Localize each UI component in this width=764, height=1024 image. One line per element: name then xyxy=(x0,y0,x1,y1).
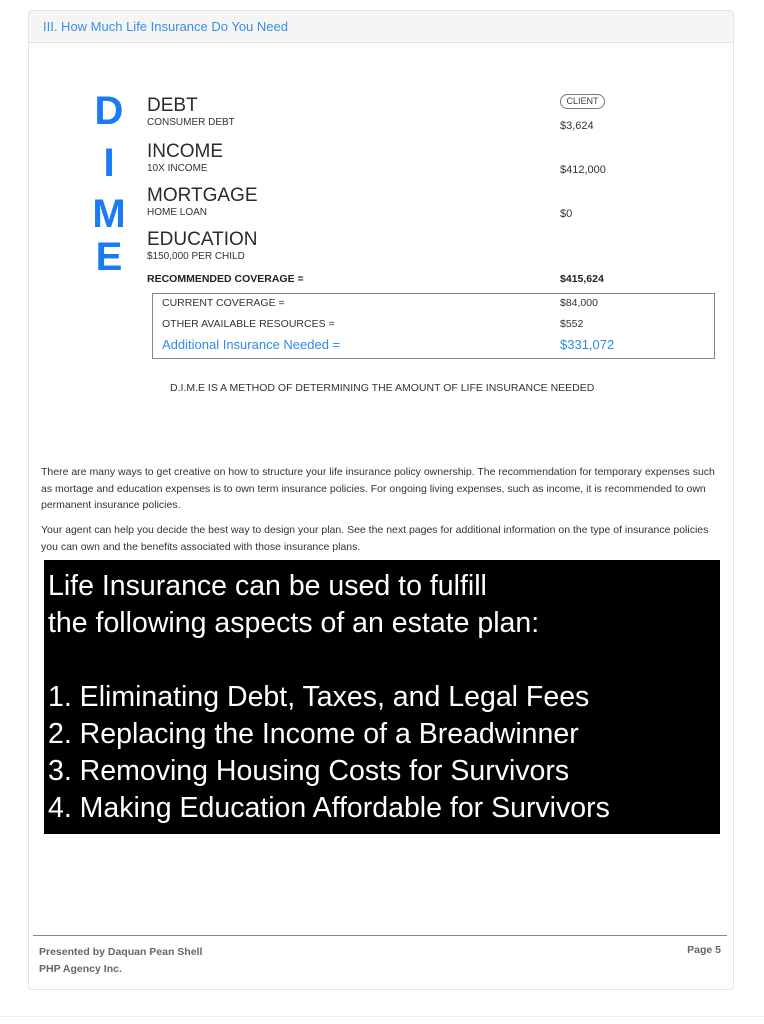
recommended-coverage-label: RECOMMENDED COVERAGE = xyxy=(147,273,304,285)
page-footer xyxy=(33,935,727,975)
ownership-paragraph: There are many ways to get creative on how to structure your life insurance policy ownership. The recommendation for temporary expenses such as mortage and education expenses is to own term insurance policies. For ongoing living expenses, such as income, it is recommended to own permanent insurance policies. xyxy=(41,466,715,511)
estate-plan-box xyxy=(44,560,720,834)
dime-caption: D.I.M.E IS A METHOD OF DETERMINING THE AMOUNT OF LIFE INSURANCE NEEDED xyxy=(170,382,595,394)
estate-item: 1. Eliminating Debt, Taxes, and Legal Fees xyxy=(48,681,590,713)
dime-letter-e: E xyxy=(95,235,123,279)
category-title: MORTGAGE xyxy=(147,185,258,206)
recommended-coverage-value: $415,624 xyxy=(560,273,604,285)
category-subtitle: CONSUMER DEBT xyxy=(147,117,235,128)
coverage-box xyxy=(152,293,715,359)
presented-by: Presented by Daquan Pean Shell xyxy=(39,946,203,958)
category-subtitle: $150,000 PER CHILD xyxy=(147,251,245,262)
page-number: Page 5 xyxy=(687,944,721,956)
dime-letter-m: M xyxy=(92,192,126,236)
other-resources-value: $552 xyxy=(560,318,584,330)
section-header xyxy=(29,11,733,43)
section-title: III. How Much Life Insurance Do You Need xyxy=(43,19,288,34)
category-subtitle: 10X INCOME xyxy=(147,163,208,174)
current-coverage-label: CURRENT COVERAGE = xyxy=(162,297,285,309)
category-title: INCOME xyxy=(147,141,223,162)
category-education xyxy=(147,230,257,262)
client-column-badge: CLIENT xyxy=(560,94,605,109)
category-title: DEBT xyxy=(147,95,198,116)
category-income xyxy=(147,142,223,174)
debt-value: $3,624 xyxy=(560,120,594,132)
additional-insurance-value: $331,072 xyxy=(560,337,615,352)
current-coverage-value: $84,000 xyxy=(560,297,598,309)
category-debt xyxy=(147,96,235,128)
other-resources-label: OTHER AVAILABLE RESOURCES = xyxy=(162,318,335,330)
dime-letter-d: D xyxy=(94,89,124,133)
agency-name: PHP Agency Inc. xyxy=(39,963,122,975)
category-mortgage xyxy=(147,186,258,218)
footer-presenter xyxy=(39,944,202,978)
estate-item: 4. Making Education Affordable for Survivors xyxy=(48,792,610,824)
category-subtitle: HOME LOAN xyxy=(147,207,208,218)
additional-insurance-label: Additional Insurance Needed = xyxy=(162,337,341,352)
estate-item: 2. Replacing the Income of a Breadwinner xyxy=(48,718,579,750)
dime-letter-i: I xyxy=(103,141,115,185)
mortgage-value: $0 xyxy=(560,208,573,220)
estate-item: 3. Removing Housing Costs for Survivors xyxy=(48,755,570,787)
agent-paragraph: Your agent can help you decide the best way to design your plan. See the next pages for additional information on the type of insurance policies you can own and the benefits associated with those insurance plans. xyxy=(41,524,709,553)
estate-heading-line: the following aspects of an estate plan: xyxy=(48,607,540,639)
category-title: EDUCATION xyxy=(147,229,258,250)
estate-heading-line: Life Insurance can be used to fulfill xyxy=(48,570,487,602)
page-panel xyxy=(28,10,734,990)
income-value: $412,000 xyxy=(560,164,606,176)
divider xyxy=(0,1016,764,1017)
